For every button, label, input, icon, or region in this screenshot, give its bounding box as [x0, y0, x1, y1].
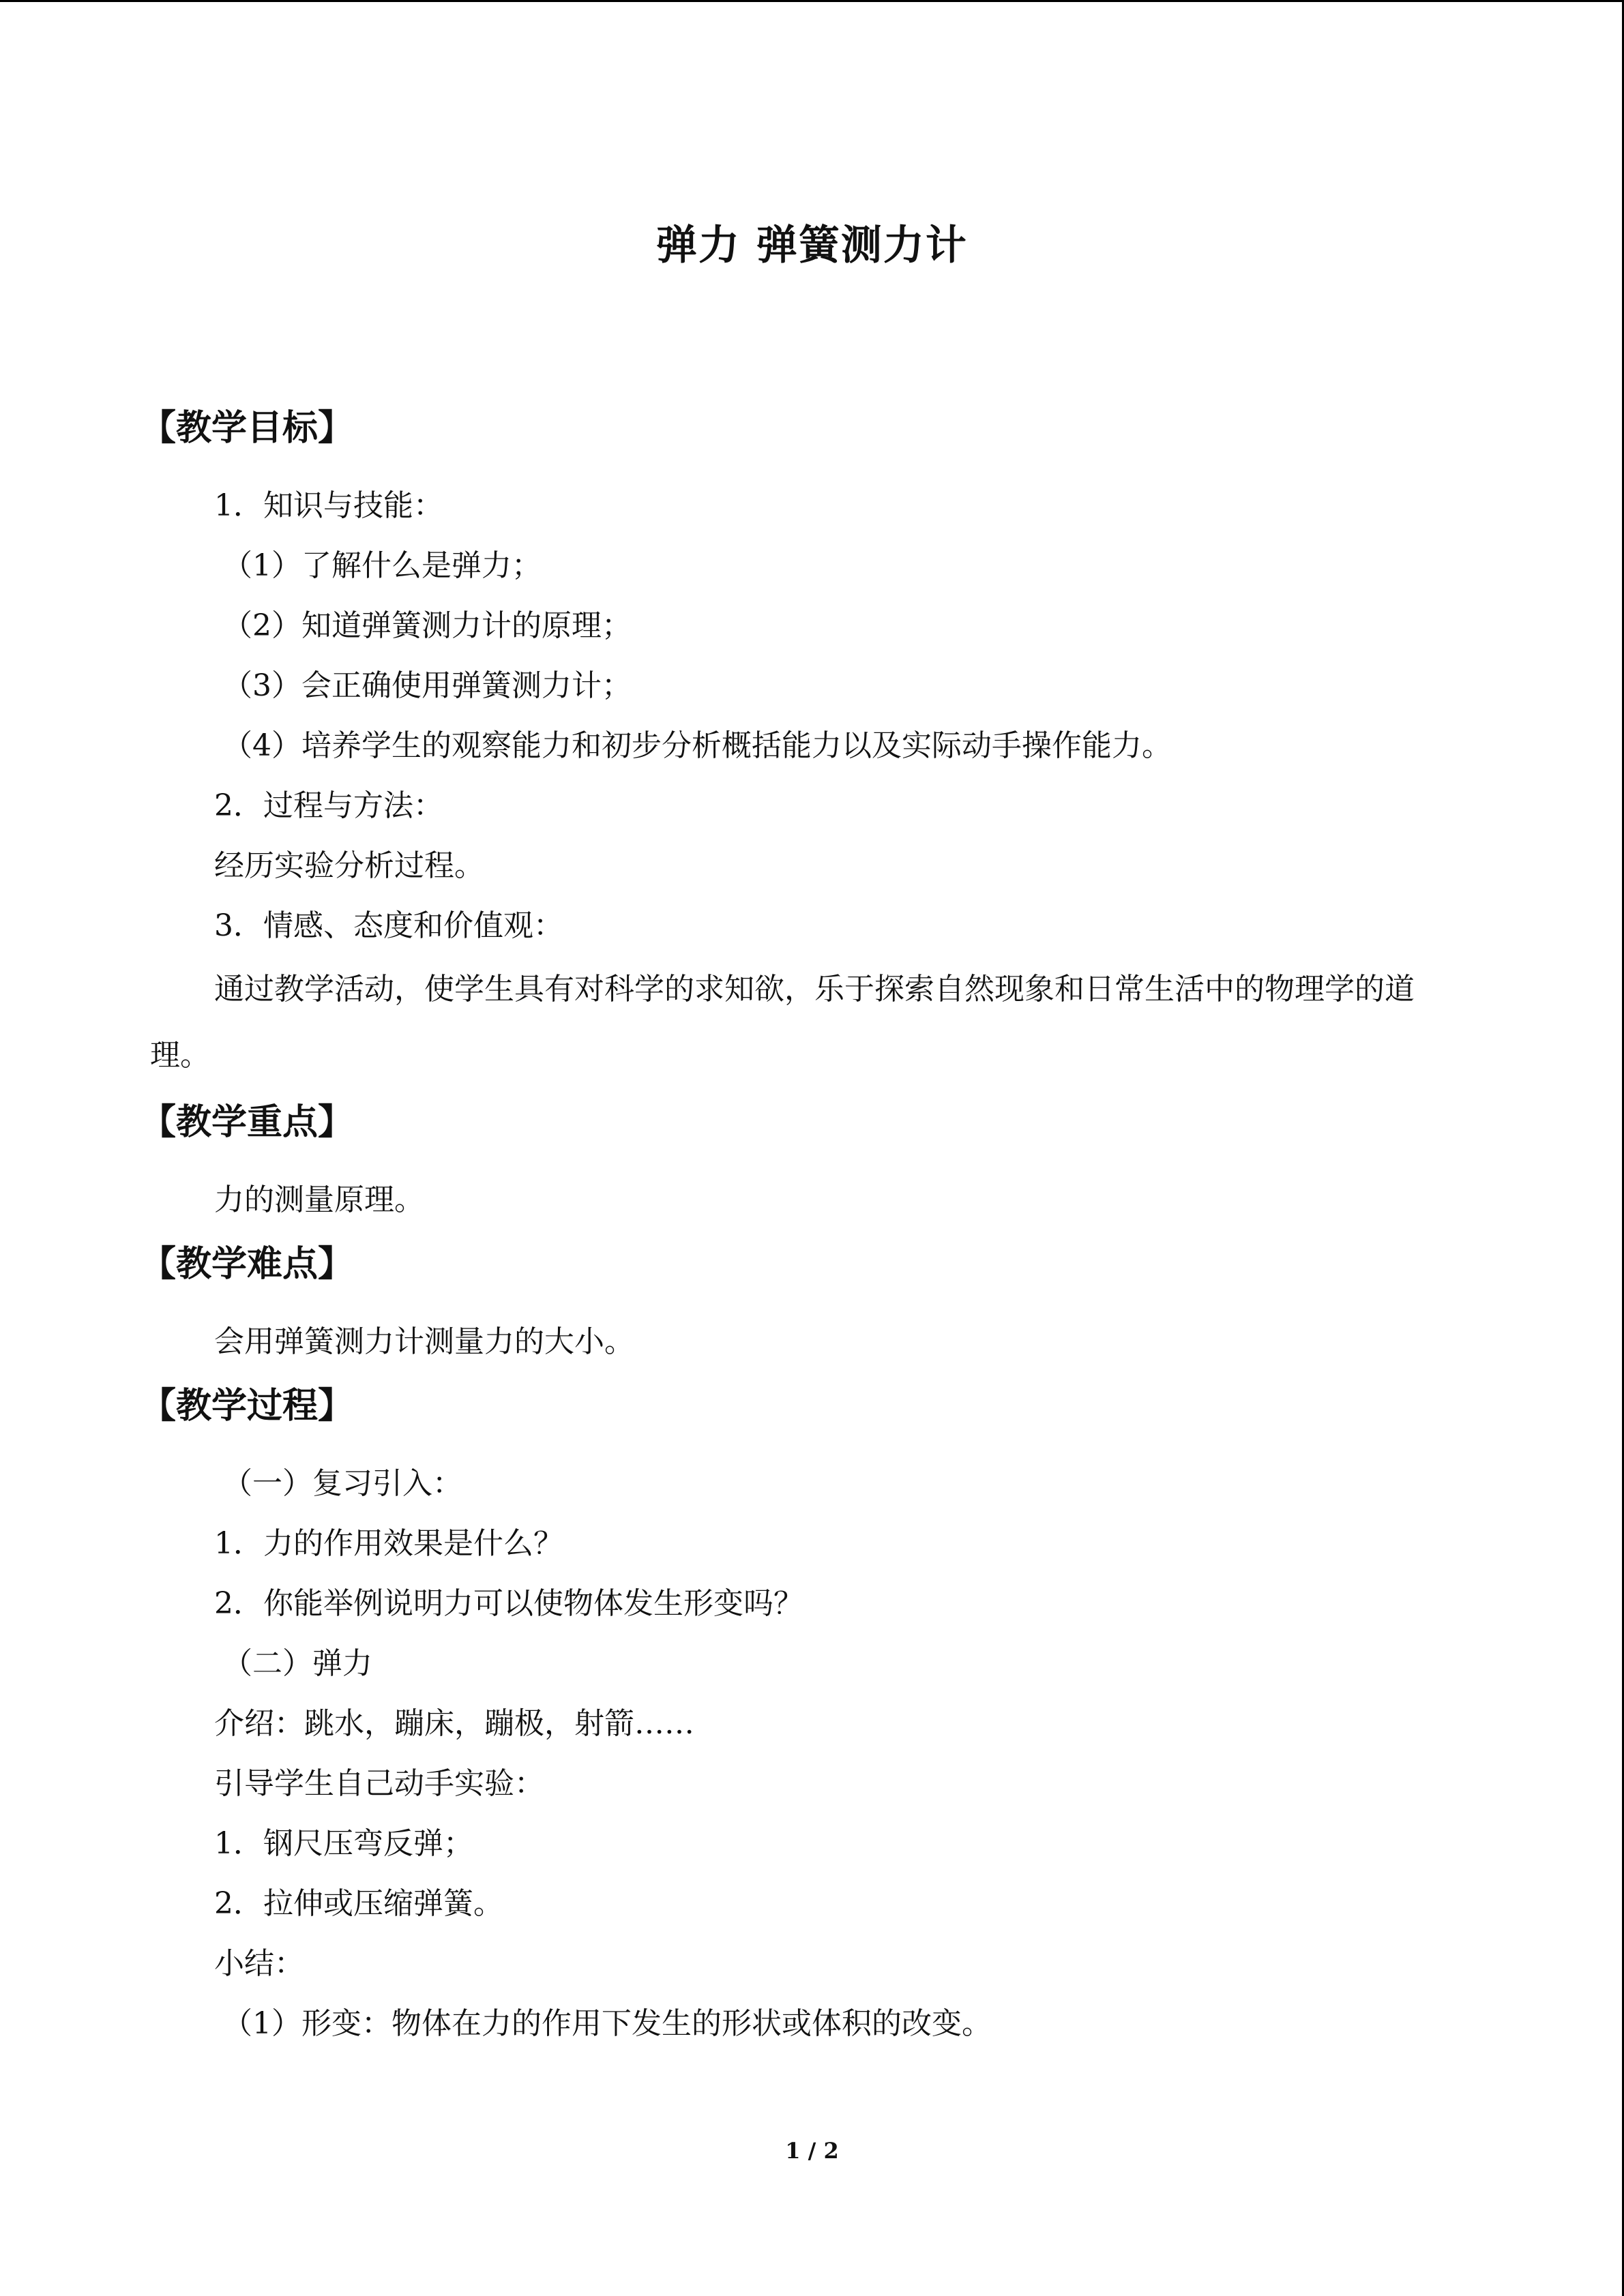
goals-line: 2．过程与方法：	[214, 788, 443, 823]
goals-line: 3．情感、态度和价值观：	[214, 908, 563, 943]
key-point-line: 力的测量原理。	[214, 1182, 424, 1217]
process-line: 2．拉伸或压缩弹簧。	[214, 1886, 503, 1921]
goals-line: 1．知识与技能：	[214, 488, 443, 523]
difficulty-line: 会用弹簧测力计测量力的大小。	[214, 1324, 634, 1359]
goals-line: 经历实验分析过程。	[214, 848, 484, 883]
process-line: （二）弹力	[222, 1646, 372, 1681]
process-line: （1）形变：物体在力的作用下发生的形状或体积的改变。	[222, 2006, 992, 2041]
document-title: 弹力 弹簧测力计	[656, 222, 968, 269]
section-heading-goals: 【教学目标】	[141, 408, 354, 449]
page-number: 1 / 2	[785, 2138, 839, 2164]
document-body	[141, 394, 1460, 2054]
section-heading-key-point: 【教学重点】	[141, 1102, 354, 1143]
process-line: 1．钢尺压弯反弹；	[214, 1826, 473, 1861]
process-line: 2．你能举例说明力可以使物体发生形变吗？	[214, 1586, 803, 1621]
section-heading-difficulty: 【教学难点】	[141, 1244, 354, 1285]
process-line: 介绍：跳水，蹦床，蹦极，射箭……	[214, 1706, 694, 1741]
goals-line: （4）培养学生的观察能力和初步分析概括能力以及实际动手操作能力。	[222, 728, 1172, 763]
process-line: 小结：	[214, 1946, 304, 1981]
goals-line: （1）了解什么是弹力；	[222, 548, 542, 583]
goals-line: （2）知道弹簧测力计的原理；	[222, 608, 632, 643]
process-line: 1．力的作用效果是什么？	[214, 1526, 563, 1561]
goals-line: （3）会正确使用弹簧测力计；	[222, 668, 632, 703]
process-line: （一）复习引入：	[222, 1466, 462, 1501]
goals-paragraph: 通过教学活动，使学生具有对科学的求知欲，乐于探索自然现象和日常生活中的物理学的道理。	[150, 972, 1415, 1073]
process-line: 引导学生自己动手实验：	[214, 1766, 544, 1801]
section-heading-process: 【教学过程】	[141, 1386, 354, 1427]
